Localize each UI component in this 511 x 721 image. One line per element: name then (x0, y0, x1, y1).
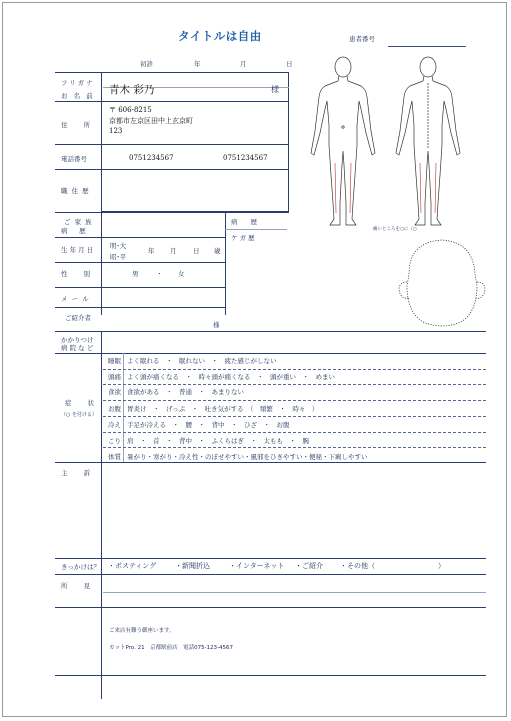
referrer-honorific: 様 (213, 321, 220, 329)
body-diagram[interactable] (303, 53, 473, 233)
row-dash (103, 384, 486, 385)
birth-day: 日 (193, 247, 200, 255)
row-line (55, 72, 101, 73)
label-divider (101, 331, 102, 699)
phone1-value[interactable]: 0751234567 (129, 154, 174, 162)
row-line (55, 574, 486, 575)
head-diagram[interactable] (387, 236, 487, 331)
row-line (55, 558, 486, 559)
symptoms-note: （○ を付ける） (61, 412, 97, 418)
row-line (55, 101, 289, 102)
symptom-options[interactable]: 肩 ・ 首 ・ 背中 ・ ふくらはぎ ・ 太もも ・ 腕 (127, 437, 309, 445)
name-honorific: 様 (271, 85, 279, 94)
trigger-option-internet[interactable]: ・インターネット (229, 562, 285, 570)
address-line2[interactable]: 123 (109, 127, 123, 135)
row-line (55, 331, 486, 332)
findings-label: 所 見 (61, 582, 91, 590)
first-visit-month: 月 (240, 60, 247, 68)
symptom-options[interactable]: 胃炎け ・ げっぷ ・ 吐き気がする （ 頻繁 ・ 時々 ） (127, 405, 319, 413)
job-history-label: 職 住 歴 (61, 187, 90, 195)
row-line (55, 353, 486, 354)
row-line (55, 237, 225, 238)
first-visit-day: 日 (286, 60, 293, 68)
address-label: 住 所 (61, 121, 91, 129)
address-line1[interactable]: 京都市左京区田中上玄京町 (109, 117, 193, 125)
row-line-thin (103, 592, 486, 593)
phone2-value[interactable]: 0751234567 (223, 154, 268, 162)
name-label: お 名 前 (61, 92, 95, 100)
symptom-options[interactable]: 手足が冷える ・ 腰 ・ 背中 ・ ひざ ・ お腹 (127, 421, 290, 429)
birth-label: 生 年 月 日 (61, 246, 94, 254)
symptom-category: お腹 (108, 405, 121, 413)
row-line (55, 607, 486, 608)
birth-year: 年 (148, 247, 155, 255)
trigger-label: きっかけは？ (61, 563, 100, 571)
first-visit-label: 初診 (140, 60, 153, 68)
age-unit: 歳 (214, 247, 221, 255)
footer-shop-info: カットPro. 21 京都駅前店 電話075-123-4567 (109, 645, 234, 651)
symptom-options[interactable]: よく頭が痛くなる ・ 時々頭が痛くなる ・ 頭が重い ・ めまい (127, 373, 335, 381)
first-visit-year: 年 (194, 60, 201, 68)
row-dash (103, 432, 486, 433)
furigana-label: フリガナ (61, 79, 95, 87)
symptom-category: 冷え (108, 421, 121, 429)
phone-label: 電話番号 (61, 155, 87, 163)
row-line-thin (225, 229, 287, 230)
symptom-category: 食欲 (108, 388, 121, 396)
disease-history-label: 病 歴 (231, 218, 257, 226)
label-divider (101, 212, 102, 315)
symptom-category: 頭痛 (108, 373, 121, 381)
row-line (55, 212, 289, 213)
trigger-option-other[interactable]: ・その他（ ） (340, 562, 445, 570)
family-label-1: ご 家 族 (64, 218, 93, 226)
row-line (55, 287, 225, 288)
row-line (55, 462, 486, 463)
row-line (55, 169, 289, 170)
row-line (55, 675, 486, 676)
row-line (55, 262, 225, 263)
intake-form-page (2, 2, 507, 717)
row-dash (103, 369, 486, 370)
gender-sep: ・ (156, 270, 163, 278)
form-title: タイトルは自由 (178, 29, 262, 43)
trigger-option-posting[interactable]: ・ポスティング (108, 562, 157, 570)
name-value[interactable]: 青木 彩乃 (109, 84, 155, 96)
row-line (55, 307, 225, 308)
complaint-label: 主 訴 (61, 469, 91, 477)
row-dash (103, 400, 486, 401)
era-1[interactable]: 明･大 (110, 242, 127, 250)
birth-month: 月 (170, 247, 177, 255)
symptoms-label: 症 状 (65, 399, 95, 407)
trigger-option-newspaper[interactable]: ・新聞折込 (175, 562, 210, 570)
face-diagram-note: 痛いところを○に（○ (373, 227, 417, 232)
postal-code[interactable]: 〒 606-8215 (109, 106, 152, 114)
row-dash (103, 416, 486, 417)
footer-thanks: ご来店有難う御座います。 (109, 628, 175, 634)
row-line (55, 144, 289, 145)
symptom-options[interactable]: 食欲がある ・ 普通 ・ あまりない (127, 388, 244, 396)
history-divider (225, 212, 226, 315)
symptom-options[interactable]: よく眠れる ・ 眠れない ・ 疲た感じがしない (127, 357, 277, 365)
gender-label: 性 別 (61, 270, 91, 278)
gender-male[interactable]: 男 (132, 270, 139, 278)
injury-history-label: ケ ガ 歴 (231, 234, 255, 242)
symptom-category: 体質 (108, 453, 121, 461)
symptom-category: 睡眠 (108, 357, 121, 365)
clinic-label-1: かかりつけ (61, 336, 94, 344)
gender-female[interactable]: 女 (178, 270, 185, 278)
clinic-label-2: 病 院 な ど (61, 344, 94, 352)
referrer-label: ご紹介者 (65, 314, 91, 322)
trigger-option-referral[interactable]: ・ご紹介 (295, 562, 323, 570)
family-label-2: 病 歴 (61, 227, 87, 235)
patient-number-label: 患者番号 (349, 35, 375, 43)
symptom-options[interactable]: 暑がり・寒がり・冷え性・のぼせやすい・風邪をひきやすい・便秘・下痢しやすい (127, 453, 368, 461)
row-dash (103, 447, 486, 448)
era-2[interactable]: 昭･平 (110, 253, 127, 261)
patient-number-field[interactable] (388, 46, 466, 47)
email-label: メ ー ル (61, 295, 90, 303)
symptom-category: こり (108, 437, 121, 445)
